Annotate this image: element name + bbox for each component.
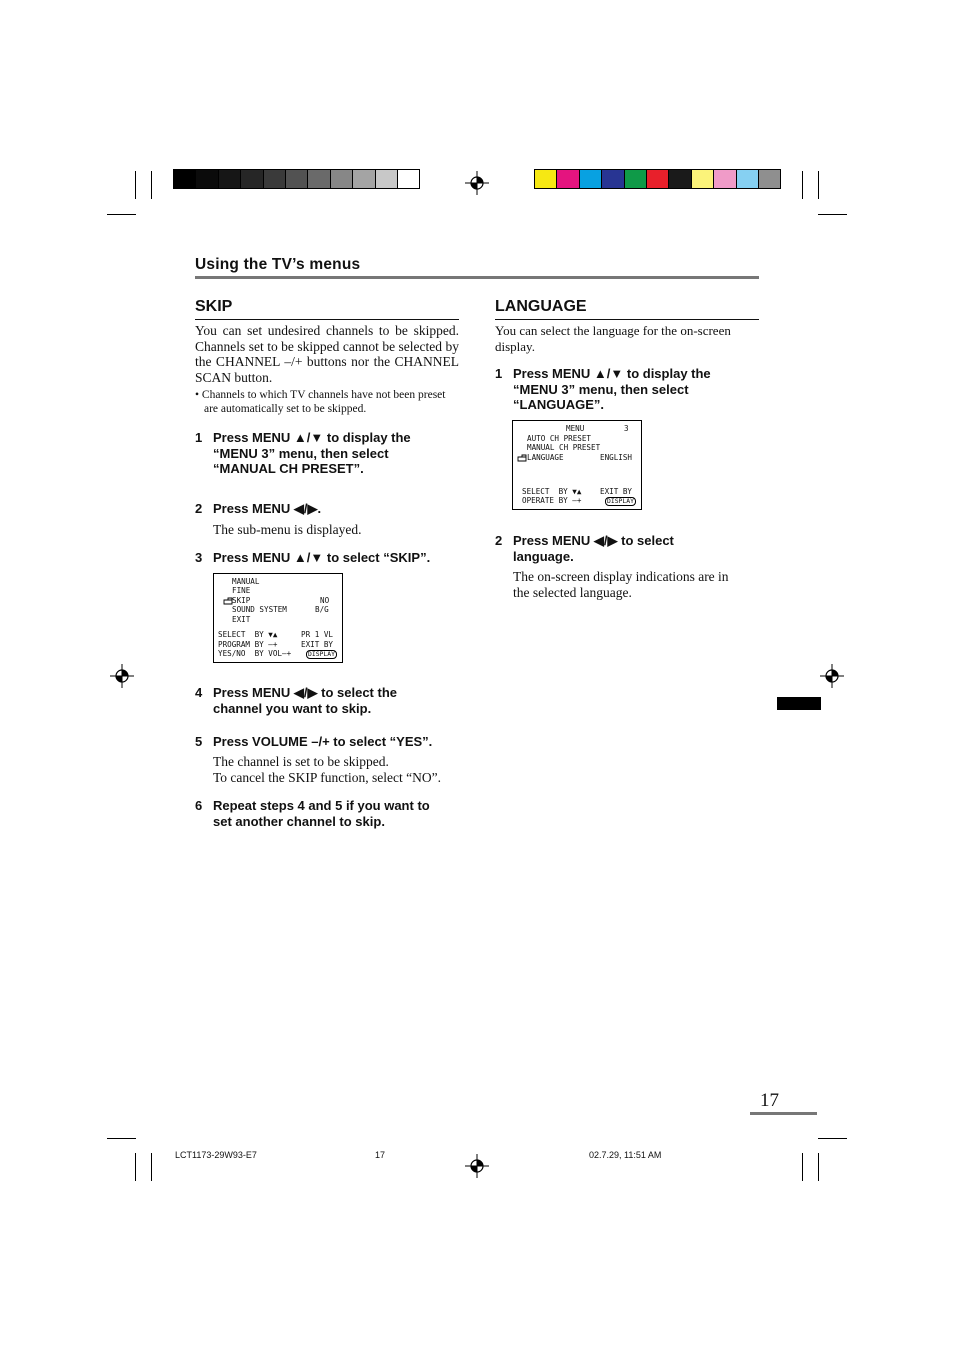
language-intro: You can select the language for the on-screen display. — [495, 323, 731, 354]
step-number: 1 — [495, 366, 503, 381]
osd-item-sound-value: B/G — [315, 605, 329, 614]
osd-item-language-value: ENGLISH — [600, 453, 633, 462]
osd-item-fine: FINE — [232, 586, 251, 595]
step-number: 5 — [195, 734, 203, 749]
skip-step-5 — [195, 734, 465, 750]
registration-mark-icon — [110, 664, 134, 688]
skip-intro: You can set undesired channels to be skipped. Channels set to be skipped cannot be selected by the CHANNEL –/+ buttons nor the CHANNEL SCAN button. — [195, 323, 459, 385]
step-number: 1 — [195, 430, 203, 445]
skip-step-6 — [195, 798, 465, 830]
page-number: 17 — [760, 1090, 779, 1111]
footer-doc-code: LCT1173-29W93-E7 — [175, 1150, 257, 1160]
step-text: Repeat steps 4 and 5 if you want to set another channel to skip. — [213, 798, 430, 829]
skip-step-3 — [195, 550, 465, 566]
language-osd-screen — [512, 420, 642, 510]
skip-osd-screen — [213, 573, 343, 663]
step-text: Press MENU ◀/▶. — [213, 501, 322, 516]
registration-mark-icon — [465, 171, 489, 195]
footer-timestamp: 02.7.29, 11:51 AM — [589, 1150, 662, 1160]
step-text: Press MENU ▲/▼ to display the “MENU 3” menu, then select “LANGUAGE”. — [513, 366, 711, 412]
step-text: Press MENU ▲/▼ to select “SKIP”. — [213, 550, 431, 565]
color-swatch — [556, 169, 579, 189]
language-heading: LANGUAGE — [495, 298, 587, 315]
skip-step-4 — [195, 685, 465, 717]
color-swatch — [758, 169, 781, 189]
osd-item-auto-ch-preset: AUTO CH PRESET — [527, 434, 592, 443]
skip-heading-rule — [195, 319, 459, 320]
color-swatch — [352, 169, 375, 189]
osd-item-manual: MANUAL — [232, 577, 260, 586]
osd-item-language: LANGUAGE — [527, 453, 564, 462]
step-text: Press VOLUME –/+ to select “YES”. — [213, 734, 433, 749]
registration-mark-icon — [465, 1154, 489, 1178]
osd-operate-hint: OPERATE BY –+ — [522, 496, 582, 505]
color-swatch — [668, 169, 691, 189]
color-swatch — [330, 169, 353, 189]
osd-program-hint: PROGRAM BY –+ — [218, 640, 278, 649]
step-number: 3 — [195, 550, 203, 565]
step-text: Press MENU ◀/▶ to select the channel you want to skip. — [213, 685, 397, 716]
osd-item-exit: EXIT — [232, 615, 251, 624]
color-swatch — [307, 169, 330, 189]
skip-step-2-desc: The sub-menu is displayed. — [213, 522, 362, 537]
header-rule — [195, 276, 759, 279]
osd-item-manual-ch-preset: MANUAL CH PRESET — [527, 443, 601, 452]
footer-page: 17 — [375, 1150, 386, 1160]
skip-heading: SKIP — [195, 298, 233, 315]
language-step-1 — [495, 366, 765, 414]
osd-exit-hint: EXIT BY — [600, 487, 633, 496]
osd-exit-hint: EXIT BY — [301, 640, 334, 649]
skip-step-5-desc: The channel is set to be skipped. To cancel the SKIP function, select “NO”. — [213, 754, 441, 785]
color-swatch — [240, 169, 263, 189]
color-swatch — [691, 169, 714, 189]
page-number-rule — [750, 1112, 817, 1115]
step-number: 2 — [195, 501, 203, 516]
step-text: Press MENU ▲/▼ to display the “MENU 3” menu, then select “MANUAL CH PRESET”. — [213, 430, 411, 476]
osd-item-sound-system: SOUND SYSTEM — [232, 605, 287, 614]
color-swatch — [646, 169, 669, 189]
color-swatch — [713, 169, 736, 189]
osd-pr-indicator: PR 1 VL — [301, 630, 334, 639]
side-tab — [777, 697, 821, 710]
osd-item-skip: SKIP — [232, 596, 251, 605]
language-heading-rule — [495, 319, 759, 320]
color-swatch — [218, 169, 241, 189]
color-swatch — [195, 169, 218, 189]
color-swatch — [624, 169, 647, 189]
page-header-title: Using the TV’s menus — [195, 256, 361, 273]
osd-select-hint: SELECT BY ▼▲ — [218, 630, 278, 639]
color-swatch — [579, 169, 602, 189]
color-swatch — [601, 169, 624, 189]
osd-yesno-hint: YES/NO BY VOL–+ — [218, 649, 292, 658]
osd-menu-page: 3 — [624, 424, 629, 433]
step-number: 2 — [495, 533, 503, 548]
osd-menu-title: MENU — [566, 424, 585, 433]
skip-step-1 — [195, 430, 465, 478]
skip-note: • Channels to which TV channels have not been preset are automatically set to be skipped. — [195, 389, 446, 415]
color-swatch — [263, 169, 286, 189]
display-key-icon: DISPLAY — [607, 497, 634, 505]
step-number: 4 — [195, 685, 203, 700]
osd-item-skip-value: NO — [320, 596, 330, 605]
color-swatch — [534, 169, 557, 189]
pointing-hand-icon — [517, 453, 527, 462]
color-swatch — [173, 169, 196, 189]
language-step-2 — [495, 533, 765, 565]
skip-step-2 — [195, 501, 465, 517]
display-key-icon: DISPLAY — [308, 650, 335, 658]
step-text: Press MENU ◀/▶ to select language. — [513, 533, 674, 564]
color-swatch — [736, 169, 759, 189]
registration-mark-icon — [820, 664, 844, 688]
language-step-2-desc: The on-screen display indications are in the selected language. — [513, 569, 729, 600]
step-number: 6 — [195, 798, 203, 813]
color-swatch — [285, 169, 308, 189]
color-swatch — [375, 169, 398, 189]
color-swatch — [397, 169, 420, 189]
osd-select-hint: SELECT BY ▼▲ — [522, 487, 582, 496]
